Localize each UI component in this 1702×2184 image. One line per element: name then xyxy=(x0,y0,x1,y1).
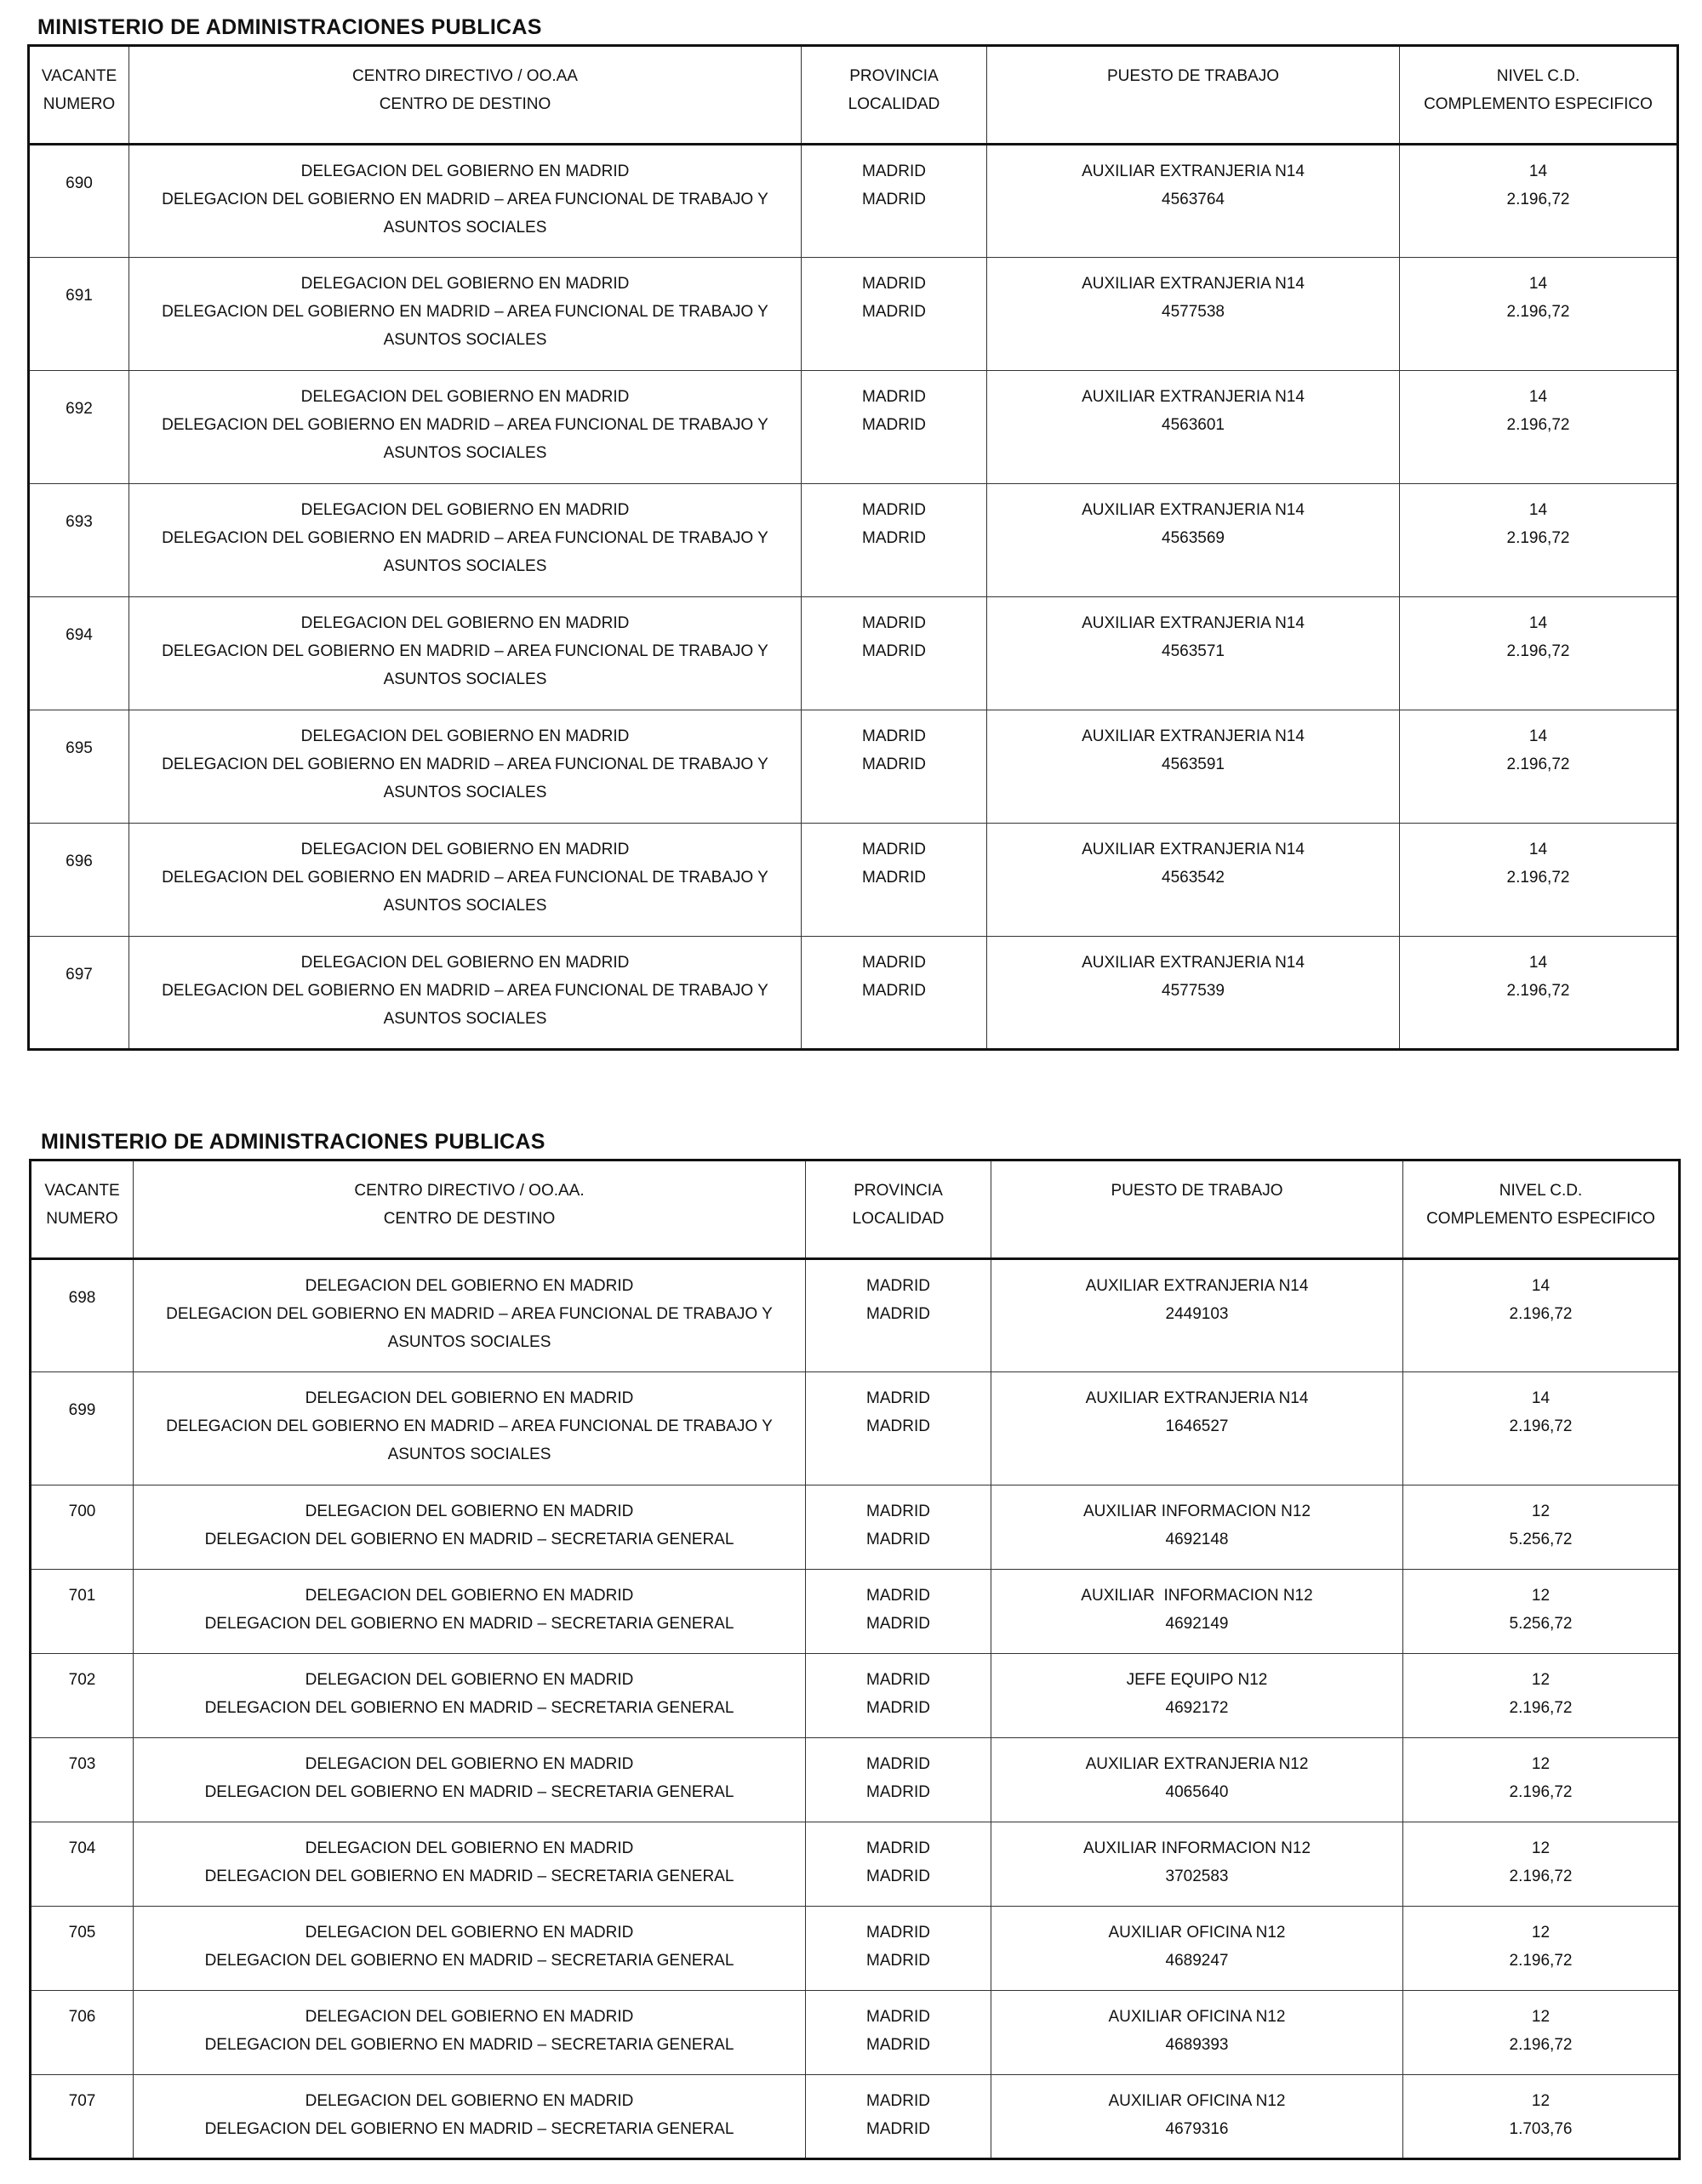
provincia: MADRID xyxy=(866,1839,930,1857)
puesto-trabajo: AUXILIAR OFICINA N12 xyxy=(1108,2092,1286,2110)
provincia-localidad-cell xyxy=(806,1907,991,1991)
provincia-localidad-cell xyxy=(806,1372,991,1485)
centro-directivo: DELEGACION DEL GOBIERNO EN MADRID xyxy=(300,614,630,632)
nivel-complemento-cell xyxy=(1400,145,1678,258)
centro-destino: DELEGACION DEL GOBIERNO EN MADRID – AREA FUNCIONAL DE TRABAJO Y ASUNTOS SOCIALES xyxy=(162,756,768,801)
nivel-complemento-cell xyxy=(1403,1822,1680,1907)
table-body xyxy=(31,1259,1680,2159)
nivel-cd: 12 xyxy=(1531,1503,1551,1520)
table-row xyxy=(31,1485,1680,1570)
puesto-trabajo: AUXILIAR EXTRANJERIA N14 xyxy=(1085,1277,1309,1295)
complemento-especifico: 2.196,72 xyxy=(1506,416,1570,434)
vacante-numero-cell xyxy=(31,1738,134,1822)
puesto-trabajo: JEFE EQUIPO N12 xyxy=(1126,1671,1268,1689)
centro-directivo: DELEGACION DEL GOBIERNO EN MADRID xyxy=(305,1671,634,1689)
nivel-cd: 12 xyxy=(1531,1924,1551,1942)
centro-destino: DELEGACION DEL GOBIERNO EN MADRID – AREA FUNCIONAL DE TRABAJO Y ASUNTOS SOCIALES xyxy=(166,1417,773,1463)
table-row xyxy=(31,1259,1680,1372)
vacante-numero: 697 xyxy=(66,966,93,984)
header-puesto-trabajo: PUESTO DE TRABAJO xyxy=(991,1160,1403,1259)
header-provincia-localidad: PROVINCIA LOCALIDAD xyxy=(806,1160,991,1259)
provincia-localidad-cell xyxy=(806,1822,991,1907)
header-centro-directivo: CENTRO DIRECTIVO / OO.AA. CENTRO DE DESTINO xyxy=(134,1160,806,1259)
puesto-trabajo-cell xyxy=(987,937,1400,1050)
puesto-trabajo: AUXILIAR EXTRANJERIA N14 xyxy=(1082,501,1305,519)
centro-directivo-cell xyxy=(129,258,802,371)
provincia: MADRID xyxy=(862,501,926,519)
provincia: MADRID xyxy=(866,2008,930,2026)
vacante-numero-cell xyxy=(31,1991,134,2075)
vacante-numero-cell xyxy=(29,484,129,597)
complemento-especifico: 2.196,72 xyxy=(1509,1699,1573,1717)
puesto-trabajo: AUXILIAR EXTRANJERIA N12 xyxy=(1085,1755,1309,1773)
localidad: MADRID xyxy=(862,756,926,773)
puesto-trabajo: AUXILIAR OFICINA N12 xyxy=(1108,1924,1286,1942)
centro-destino: DELEGACION DEL GOBIERNO EN MADRID – SECRETARIA GENERAL xyxy=(204,1952,734,1970)
table-row xyxy=(31,1991,1680,2075)
puesto-trabajo: AUXILIAR EXTRANJERIA N14 xyxy=(1082,275,1305,293)
vacante-numero-cell xyxy=(29,145,129,258)
table-header-row xyxy=(31,1160,1680,1259)
vacante-numero: 698 xyxy=(68,1289,96,1307)
vacante-numero-cell xyxy=(31,1259,134,1372)
puesto-trabajo: AUXILIAR EXTRANJERIA N14 xyxy=(1082,614,1305,632)
centro-directivo: DELEGACION DEL GOBIERNO EN MADRID xyxy=(305,1924,634,1942)
localidad: MADRID xyxy=(866,2036,930,2054)
localidad: MADRID xyxy=(866,1952,930,1970)
nivel-cd: 14 xyxy=(1528,275,1548,293)
puesto-trabajo-cell xyxy=(991,1991,1403,2075)
nivel-complemento-cell xyxy=(1403,1907,1680,1991)
centro-directivo: DELEGACION DEL GOBIERNO EN MADRID xyxy=(305,1587,634,1605)
centro-directivo: DELEGACION DEL GOBIERNO EN MADRID xyxy=(305,2008,634,2026)
nivel-complemento-cell xyxy=(1403,1654,1680,1738)
puesto-trabajo-cell xyxy=(987,710,1400,824)
nivel-complemento-cell xyxy=(1403,1372,1680,1485)
centro-directivo-cell xyxy=(134,1991,806,2075)
vacante-numero: 706 xyxy=(68,2008,96,2026)
nivel-complemento-cell xyxy=(1403,1485,1680,1570)
centro-destino: DELEGACION DEL GOBIERNO EN MADRID – AREA FUNCIONAL DE TRABAJO Y ASUNTOS SOCIALES xyxy=(162,642,768,688)
table-row xyxy=(29,824,1678,937)
puesto-trabajo: AUXILIAR OFICINA N12 xyxy=(1108,2008,1286,2026)
complemento-especifico: 1.703,76 xyxy=(1509,2120,1573,2138)
nivel-cd: 14 xyxy=(1531,1389,1551,1407)
codigo-puesto: 4563601 xyxy=(1162,416,1225,434)
centro-destino: DELEGACION DEL GOBIERNO EN MADRID – AREA FUNCIONAL DE TRABAJO Y ASUNTOS SOCIALES xyxy=(162,303,768,349)
puesto-trabajo-cell xyxy=(987,371,1400,484)
table-body xyxy=(29,145,1678,1050)
nivel-cd: 14 xyxy=(1528,841,1548,858)
provincia: MADRID xyxy=(862,275,926,293)
nivel-complemento-cell xyxy=(1400,484,1678,597)
complemento-especifico: 2.196,72 xyxy=(1509,1417,1573,1435)
centro-directivo-cell xyxy=(134,1654,806,1738)
centro-destino: DELEGACION DEL GOBIERNO EN MADRID – SECRETARIA GENERAL xyxy=(204,2120,734,2138)
codigo-puesto: 4563569 xyxy=(1162,529,1225,547)
vacante-numero: 703 xyxy=(68,1755,96,1773)
provincia: MADRID xyxy=(866,1671,930,1689)
puesto-trabajo: AUXILIAR EXTRANJERIA N14 xyxy=(1082,388,1305,406)
vacante-numero: 699 xyxy=(68,1401,96,1419)
puesto-trabajo: AUXILIAR EXTRANJERIA N14 xyxy=(1082,954,1305,972)
puesto-trabajo-cell xyxy=(991,1654,1403,1738)
vacante-numero-cell xyxy=(29,371,129,484)
puesto-trabajo-cell xyxy=(987,824,1400,937)
vacante-numero-cell xyxy=(31,1485,134,1570)
nivel-complemento-cell xyxy=(1400,710,1678,824)
puesto-trabajo-cell xyxy=(987,597,1400,710)
codigo-puesto: 4563542 xyxy=(1162,869,1225,887)
header-nivel-complemento: NIVEL C.D. COMPLEMENTO ESPECIFICO xyxy=(1400,46,1678,145)
centro-directivo-cell xyxy=(129,597,802,710)
provincia-localidad-cell xyxy=(802,258,987,371)
vacante-numero-cell xyxy=(29,824,129,937)
complemento-especifico: 2.196,72 xyxy=(1506,869,1570,887)
nivel-cd: 12 xyxy=(1531,1755,1551,1773)
centro-directivo-cell xyxy=(134,1259,806,1372)
header-provincia-localidad: PROVINCIA LOCALIDAD xyxy=(802,46,987,145)
provincia: MADRID xyxy=(862,954,926,972)
puesto-trabajo-cell xyxy=(987,258,1400,371)
provincia: MADRID xyxy=(866,1389,930,1407)
nivel-cd: 14 xyxy=(1531,1277,1551,1295)
complemento-especifico: 5.256,72 xyxy=(1509,1531,1573,1548)
complemento-especifico: 2.196,72 xyxy=(1506,642,1570,660)
centro-destino: DELEGACION DEL GOBIERNO EN MADRID – AREA FUNCIONAL DE TRABAJO Y ASUNTOS SOCIALES xyxy=(162,191,768,237)
nivel-cd: 12 xyxy=(1531,1839,1551,1857)
table-row xyxy=(31,2075,1680,2159)
vacante-numero-cell xyxy=(29,258,129,371)
provincia-localidad-cell xyxy=(802,937,987,1050)
localidad: MADRID xyxy=(862,191,926,208)
header-centro-directivo: CENTRO DIRECTIVO / OO.AA CENTRO DE DESTINO xyxy=(129,46,802,145)
codigo-puesto: 4563591 xyxy=(1162,756,1225,773)
centro-directivo-cell xyxy=(129,145,802,258)
provincia: MADRID xyxy=(862,388,926,406)
vacante-numero: 701 xyxy=(68,1587,96,1605)
codigo-puesto: 4679316 xyxy=(1165,2120,1229,2138)
centro-destino: DELEGACION DEL GOBIERNO EN MADRID – AREA FUNCIONAL DE TRABAJO Y ASUNTOS SOCIALES xyxy=(162,982,768,1028)
table-row xyxy=(29,371,1678,484)
centro-directivo-cell xyxy=(129,937,802,1050)
header-vacante-numero: VACANTE NUMERO xyxy=(31,1160,134,1259)
puesto-trabajo: AUXILIAR INFORMACION N12 xyxy=(1082,1503,1311,1520)
centro-directivo: DELEGACION DEL GOBIERNO EN MADRID xyxy=(300,388,630,406)
centro-directivo-cell xyxy=(134,1372,806,1485)
codigo-puesto: 4065640 xyxy=(1165,1783,1229,1801)
centro-directivo: DELEGACION DEL GOBIERNO EN MADRID xyxy=(300,163,630,180)
nivel-cd: 14 xyxy=(1528,163,1548,180)
provincia-localidad-cell xyxy=(806,1738,991,1822)
puesto-trabajo-cell xyxy=(991,1822,1403,1907)
puesto-trabajo-cell xyxy=(991,1372,1403,1485)
nivel-complemento-cell xyxy=(1400,937,1678,1050)
puesto-trabajo: AUXILIAR EXTRANJERIA N14 xyxy=(1082,841,1305,858)
table-row xyxy=(29,258,1678,371)
table-row xyxy=(31,1738,1680,1822)
nivel-complemento-cell xyxy=(1400,258,1678,371)
provincia: MADRID xyxy=(862,727,926,745)
vacancy-table xyxy=(29,1159,1681,2160)
localidad: MADRID xyxy=(866,2120,930,2138)
provincia-localidad-cell xyxy=(806,1485,991,1570)
codigo-puesto: 4692148 xyxy=(1165,1531,1229,1548)
localidad: MADRID xyxy=(866,1868,930,1885)
vacante-numero-cell xyxy=(29,937,129,1050)
provincia-localidad-cell xyxy=(806,1654,991,1738)
nivel-complemento-cell xyxy=(1403,2075,1680,2159)
provincia-localidad-cell xyxy=(806,1570,991,1654)
centro-directivo: DELEGACION DEL GOBIERNO EN MADRID xyxy=(305,1839,634,1857)
codigo-puesto: 4563764 xyxy=(1162,191,1225,208)
centro-directivo: DELEGACION DEL GOBIERNO EN MADRID xyxy=(305,2092,634,2110)
provincia: MADRID xyxy=(866,1503,930,1520)
centro-directivo: DELEGACION DEL GOBIERNO EN MADRID xyxy=(300,727,630,745)
codigo-puesto: 3702583 xyxy=(1165,1868,1229,1885)
vacante-numero-cell xyxy=(31,1822,134,1907)
provincia: MADRID xyxy=(866,1277,930,1295)
centro-directivo: DELEGACION DEL GOBIERNO EN MADRID xyxy=(300,501,630,519)
centro-directivo-cell xyxy=(129,824,802,937)
complemento-especifico: 2.196,72 xyxy=(1509,2036,1573,2054)
codigo-puesto: 4577539 xyxy=(1162,982,1225,1000)
complemento-especifico: 2.196,72 xyxy=(1506,191,1570,208)
nivel-complemento-cell xyxy=(1403,1738,1680,1822)
vacante-numero: 692 xyxy=(66,400,93,418)
complemento-especifico: 2.196,72 xyxy=(1509,1868,1573,1885)
centro-directivo: DELEGACION DEL GOBIERNO EN MADRID xyxy=(300,954,630,972)
centro-directivo-cell xyxy=(129,710,802,824)
nivel-complemento-cell xyxy=(1403,1570,1680,1654)
puesto-trabajo: AUXILIAR EXTRANJERIA N14 xyxy=(1082,163,1305,180)
vacante-numero: 695 xyxy=(66,739,93,757)
codigo-puesto: 4577538 xyxy=(1162,303,1225,321)
ministry-title: MINISTERIO DE ADMINISTRACIONES PUBLICAS xyxy=(41,1130,545,1154)
provincia: MADRID xyxy=(866,1755,930,1773)
nivel-complemento-cell xyxy=(1403,1991,1680,2075)
nivel-cd: 12 xyxy=(1531,2008,1551,2026)
provincia: MADRID xyxy=(862,614,926,632)
codigo-puesto: 4689247 xyxy=(1165,1952,1229,1970)
provincia-localidad-cell xyxy=(802,824,987,937)
table-row xyxy=(31,1654,1680,1738)
nivel-cd: 12 xyxy=(1531,1587,1551,1605)
table-row xyxy=(31,1372,1680,1485)
vacante-numero: 702 xyxy=(68,1671,96,1689)
centro-directivo: DELEGACION DEL GOBIERNO EN MADRID xyxy=(305,1389,634,1407)
nivel-cd: 14 xyxy=(1528,388,1548,406)
complemento-especifico: 2.196,72 xyxy=(1506,529,1570,547)
vacante-numero: 704 xyxy=(68,1839,96,1857)
puesto-trabajo: AUXILIAR EXTRANJERIA N14 xyxy=(1082,727,1305,745)
puesto-trabajo-cell xyxy=(987,145,1400,258)
table-header-row xyxy=(29,46,1678,145)
puesto-trabajo-cell xyxy=(991,1570,1403,1654)
centro-directivo-cell xyxy=(134,1822,806,1907)
complemento-especifico: 2.196,72 xyxy=(1509,1305,1573,1323)
puesto-trabajo-cell xyxy=(987,484,1400,597)
localidad: MADRID xyxy=(866,1305,930,1323)
centro-destino: DELEGACION DEL GOBIERNO EN MADRID – SECRETARIA GENERAL xyxy=(204,1868,734,1885)
vacante-numero-cell xyxy=(31,1372,134,1485)
nivel-cd: 12 xyxy=(1531,1671,1551,1689)
provincia-localidad-cell xyxy=(806,1259,991,1372)
provincia-localidad-cell xyxy=(802,710,987,824)
table-row xyxy=(29,145,1678,258)
puesto-trabajo-cell xyxy=(991,2075,1403,2159)
vacante-numero: 694 xyxy=(66,626,93,644)
vacante-numero-cell xyxy=(29,710,129,824)
codigo-puesto: 4692172 xyxy=(1165,1699,1229,1717)
puesto-trabajo-cell xyxy=(991,1259,1403,1372)
centro-directivo-cell xyxy=(134,2075,806,2159)
centro-destino: DELEGACION DEL GOBIERNO EN MADRID – AREA FUNCIONAL DE TRABAJO Y ASUNTOS SOCIALES xyxy=(162,529,768,575)
nivel-cd: 14 xyxy=(1528,727,1548,745)
vacante-numero: 700 xyxy=(68,1503,96,1520)
provincia-localidad-cell xyxy=(806,1991,991,2075)
table-row xyxy=(29,710,1678,824)
table-row xyxy=(29,597,1678,710)
codigo-puesto: 4689393 xyxy=(1165,2036,1229,2054)
provincia-localidad-cell xyxy=(802,145,987,258)
nivel-cd: 14 xyxy=(1528,614,1548,632)
puesto-trabajo-cell xyxy=(991,1907,1403,1991)
vacante-numero: 693 xyxy=(66,513,93,531)
localidad: MADRID xyxy=(866,1615,930,1633)
centro-destino: DELEGACION DEL GOBIERNO EN MADRID – AREA FUNCIONAL DE TRABAJO Y ASUNTOS SOCIALES xyxy=(166,1305,773,1351)
centro-directivo-cell xyxy=(134,1485,806,1570)
centro-directivo-cell xyxy=(134,1907,806,1991)
puesto-trabajo: AUXILIAR INFORMACION N12 xyxy=(1081,1587,1313,1605)
centro-destino: DELEGACION DEL GOBIERNO EN MADRID – SECRETARIA GENERAL xyxy=(204,2036,734,2054)
puesto-trabajo-cell xyxy=(991,1485,1403,1570)
nivel-complemento-cell xyxy=(1400,597,1678,710)
provincia-localidad-cell xyxy=(802,597,987,710)
vacante-numero-cell xyxy=(31,1654,134,1738)
centro-directivo-cell xyxy=(134,1738,806,1822)
localidad: MADRID xyxy=(866,1531,930,1548)
complemento-especifico: 2.196,72 xyxy=(1506,303,1570,321)
localidad: MADRID xyxy=(862,642,926,660)
centro-destino: DELEGACION DEL GOBIERNO EN MADRID – SECRETARIA GENERAL xyxy=(204,1699,734,1717)
centro-directivo: DELEGACION DEL GOBIERNO EN MADRID xyxy=(300,275,630,293)
nivel-complemento-cell xyxy=(1403,1259,1680,1372)
vacante-numero: 705 xyxy=(68,1924,96,1942)
centro-directivo: DELEGACION DEL GOBIERNO EN MADRID xyxy=(305,1755,634,1773)
centro-destino: DELEGACION DEL GOBIERNO EN MADRID – AREA FUNCIONAL DE TRABAJO Y ASUNTOS SOCIALES xyxy=(162,869,768,915)
table-row xyxy=(31,1822,1680,1907)
localidad: MADRID xyxy=(862,303,926,321)
complemento-especifico: 2.196,72 xyxy=(1509,1783,1573,1801)
codigo-puesto: 2449103 xyxy=(1165,1305,1229,1323)
table-row xyxy=(31,1570,1680,1654)
puesto-trabajo-cell xyxy=(991,1738,1403,1822)
nivel-cd: 12 xyxy=(1531,2092,1551,2110)
codigo-puesto: 4563571 xyxy=(1162,642,1225,660)
provincia-localidad-cell xyxy=(802,371,987,484)
centro-destino: DELEGACION DEL GOBIERNO EN MADRID – SECRETARIA GENERAL xyxy=(204,1783,734,1801)
header-puesto-trabajo: PUESTO DE TRABAJO xyxy=(987,46,1400,145)
provincia: MADRID xyxy=(862,841,926,858)
localidad: MADRID xyxy=(866,1417,930,1435)
complemento-especifico: 5.256,72 xyxy=(1509,1615,1573,1633)
centro-directivo: DELEGACION DEL GOBIERNO EN MADRID xyxy=(300,841,630,858)
codigo-puesto: 1646527 xyxy=(1165,1417,1229,1435)
puesto-trabajo: AUXILIAR EXTRANJERIA N14 xyxy=(1085,1389,1309,1407)
table-row xyxy=(29,937,1678,1050)
table-row xyxy=(31,1907,1680,1991)
vacante-numero: 690 xyxy=(66,174,93,192)
puesto-trabajo: AUXILIAR INFORMACION N12 xyxy=(1082,1839,1311,1857)
vacante-numero-cell xyxy=(29,597,129,710)
nivel-complemento-cell xyxy=(1400,371,1678,484)
vacante-numero-cell xyxy=(31,2075,134,2159)
centro-directivo-cell xyxy=(134,1570,806,1654)
provincia-localidad-cell xyxy=(806,2075,991,2159)
localidad: MADRID xyxy=(866,1699,930,1717)
centro-directivo-cell xyxy=(129,371,802,484)
centro-directivo: DELEGACION DEL GOBIERNO EN MADRID xyxy=(305,1277,634,1295)
ministry-title: MINISTERIO DE ADMINISTRACIONES PUBLICAS xyxy=(37,15,542,39)
complemento-especifico: 2.196,72 xyxy=(1506,982,1570,1000)
localidad: MADRID xyxy=(862,416,926,434)
centro-destino: DELEGACION DEL GOBIERNO EN MADRID – AREA FUNCIONAL DE TRABAJO Y ASUNTOS SOCIALES xyxy=(162,416,768,462)
localidad: MADRID xyxy=(862,982,926,1000)
localidad: MADRID xyxy=(862,869,926,887)
complemento-especifico: 2.196,72 xyxy=(1506,756,1570,773)
centro-destino: DELEGACION DEL GOBIERNO EN MADRID – SECRETARIA GENERAL xyxy=(204,1615,734,1633)
nivel-cd: 14 xyxy=(1528,501,1548,519)
vacancy-table xyxy=(27,44,1679,1051)
header-nivel-complemento: NIVEL C.D. COMPLEMENTO ESPECIFICO xyxy=(1403,1160,1680,1259)
provincia-localidad-cell xyxy=(802,484,987,597)
vacante-numero-cell xyxy=(31,1570,134,1654)
localidad: MADRID xyxy=(862,529,926,547)
table-row xyxy=(29,484,1678,597)
centro-directivo-cell xyxy=(129,484,802,597)
codigo-puesto: 4692149 xyxy=(1165,1615,1229,1633)
localidad: MADRID xyxy=(866,1783,930,1801)
provincia: MADRID xyxy=(866,1587,930,1605)
centro-directivo: DELEGACION DEL GOBIERNO EN MADRID xyxy=(305,1503,634,1520)
nivel-cd: 14 xyxy=(1528,954,1548,972)
vacante-numero: 696 xyxy=(66,853,93,870)
vacante-numero: 691 xyxy=(66,287,93,305)
header-vacante-numero: VACANTE NUMERO xyxy=(29,46,129,145)
provincia: MADRID xyxy=(866,2092,930,2110)
provincia: MADRID xyxy=(862,163,926,180)
nivel-complemento-cell xyxy=(1400,824,1678,937)
provincia: MADRID xyxy=(866,1924,930,1942)
complemento-especifico: 2.196,72 xyxy=(1509,1952,1573,1970)
centro-destino: DELEGACION DEL GOBIERNO EN MADRID – SECRETARIA GENERAL xyxy=(204,1531,734,1548)
vacante-numero-cell xyxy=(31,1907,134,1991)
vacante-numero: 707 xyxy=(68,2092,96,2110)
